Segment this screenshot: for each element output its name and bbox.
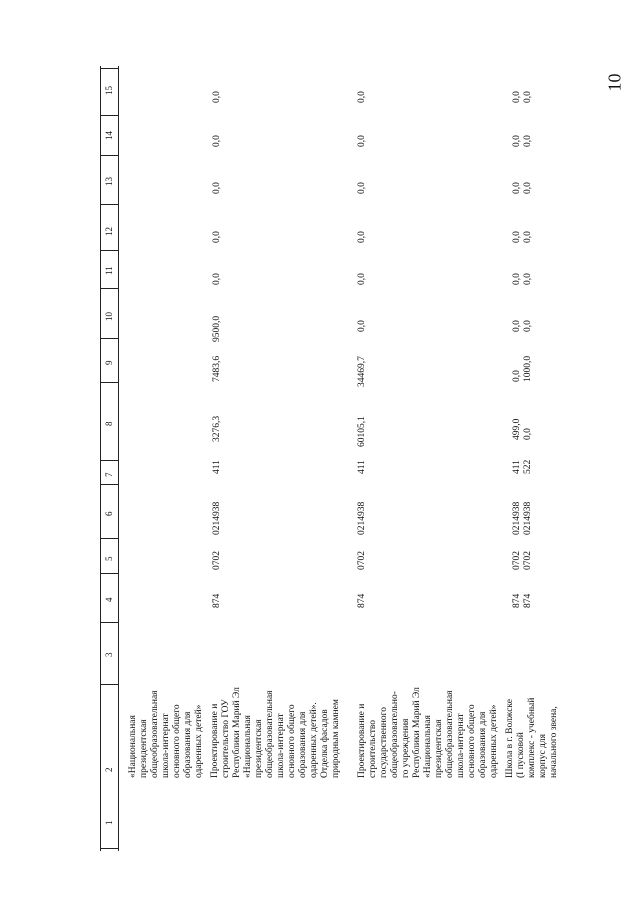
header-col-9: 9 xyxy=(104,360,114,365)
row2-c10: 0,0 xyxy=(357,320,367,332)
row1-name-line: школа-интернат xyxy=(276,713,286,778)
row3-c7-value: 522 xyxy=(523,459,533,474)
col-sep-10-11 xyxy=(100,288,118,289)
row2-c8: 60105,1 xyxy=(357,416,367,447)
row2-c12: 0,0 xyxy=(357,231,367,243)
row1-name-line: Проектирование и xyxy=(210,703,220,778)
row2-name-line: одаренных детей» xyxy=(489,704,499,778)
row1-name-line: Республики Марий Эл xyxy=(232,687,242,778)
row3-name-line: Школа в г. Волжске xyxy=(505,698,515,778)
row1-c9: 7483,6 xyxy=(212,355,222,382)
row3-c6 xyxy=(512,502,534,535)
row3-c13 xyxy=(512,182,534,194)
row3-c13-value: 0,0 xyxy=(512,182,522,194)
row3-name-line: начального звена, xyxy=(549,706,559,778)
row1-name-line: строительство ГОУ xyxy=(221,699,231,778)
col-sep-2-3 xyxy=(100,684,118,685)
row2-name-line: Республики Марий Эл xyxy=(412,687,422,778)
row1-name-line: основного общего xyxy=(287,704,297,778)
header-col-13: 13 xyxy=(104,177,114,186)
row3-c15-value: 0,0 xyxy=(523,91,533,103)
row0-name xyxy=(128,648,205,778)
row2-c4: 874 xyxy=(357,593,367,608)
row2-name-line: строительство xyxy=(368,719,378,778)
row3-c12 xyxy=(512,231,534,243)
row2-name-line: общеобразовательная xyxy=(445,690,455,778)
row3-c11 xyxy=(512,273,534,285)
row3-name-line: (I пусковой xyxy=(516,732,526,778)
table-header-right-rule xyxy=(118,66,119,851)
row3-name-line: корпус для xyxy=(538,733,548,778)
row0-name-line: основного общего xyxy=(172,704,182,778)
row3-c12-value: 0,0 xyxy=(523,231,533,243)
row2-c11: 0,0 xyxy=(357,273,367,285)
row3-c5-value: 0702 xyxy=(512,551,522,570)
col-sep-13-14 xyxy=(100,155,118,156)
row1-name xyxy=(210,648,342,778)
col-sep-5-6 xyxy=(100,538,118,539)
col-sep-9-10 xyxy=(100,338,118,339)
header-col-5: 5 xyxy=(104,556,114,561)
header-col-4: 4 xyxy=(104,597,114,602)
col-sep-7-8 xyxy=(100,460,118,461)
row3-name-line: комплекс - учебный xyxy=(527,697,537,778)
row2-name xyxy=(357,648,500,778)
row3-c4-value: 874 xyxy=(512,593,522,608)
header-col-2: 2 xyxy=(104,767,114,772)
row2-c5: 0702 xyxy=(357,551,367,570)
row2-name-line: общеобразовательно- xyxy=(390,691,400,778)
row3-c14 xyxy=(512,135,534,147)
row3-c9-value: 1000,0 xyxy=(523,355,533,382)
row1-c7: 411 xyxy=(212,460,222,474)
row2-c6: 0214938 xyxy=(357,501,367,535)
row3-c14-value: 0,0 xyxy=(523,135,533,147)
row1-name-line: «Национальная xyxy=(243,715,253,778)
page-number: 10 xyxy=(604,73,625,92)
row1-c13: 0,0 xyxy=(212,182,222,194)
row2-name-line: государственного xyxy=(379,706,389,778)
col-sep-1-2 xyxy=(100,848,118,849)
row3-c6-value: 0214938 xyxy=(512,501,522,535)
row3-c8-value: 0,0 xyxy=(523,428,533,440)
row3-c11-value: 0,0 xyxy=(523,273,533,285)
row0-name-line: «Национальная xyxy=(128,715,138,778)
header-col-12: 12 xyxy=(104,227,114,236)
header-col-15: 15 xyxy=(104,86,114,95)
header-col-8: 8 xyxy=(104,421,114,426)
row1-name-line: одаренных детей». xyxy=(309,702,319,778)
row3-c12-value: 0,0 xyxy=(512,231,522,243)
row0-name-line: школа-интернат xyxy=(161,713,171,778)
row2-c13: 0,0 xyxy=(357,182,367,194)
row1-c8: 3276,3 xyxy=(212,415,222,442)
row3-c8-value: 499,0 xyxy=(512,418,522,440)
row3-c4-value: 874 xyxy=(523,593,533,608)
row1-c5: 0702 xyxy=(212,551,222,570)
header-col-10: 10 xyxy=(104,312,114,321)
row2-name-line: «Национальная xyxy=(423,715,433,778)
row3-c9-value: 0,0 xyxy=(512,370,522,382)
row2-name-line: го учреждения xyxy=(401,718,411,778)
row1-c12: 0,0 xyxy=(212,231,222,243)
row1-name-line: образования для xyxy=(298,711,308,778)
row2-c7: 411 xyxy=(357,460,367,474)
row3-c6-value: 0214938 xyxy=(523,501,533,535)
header-col-1: 1 xyxy=(104,820,114,825)
row3-c13-value: 0,0 xyxy=(523,182,533,194)
row3-c4 xyxy=(512,594,534,608)
col-sep-11-12 xyxy=(100,250,118,251)
col-sep-8-9 xyxy=(100,382,118,383)
row0-name-line: президентская xyxy=(139,719,149,778)
row3-c5 xyxy=(512,551,534,570)
header-col-3: 3 xyxy=(104,652,114,657)
row0-name-line: образования для xyxy=(183,711,193,778)
col-sep-end xyxy=(100,68,118,69)
row2-name-line: Проектирование и xyxy=(357,703,367,778)
row1-name-line: общеобразовательная xyxy=(265,690,275,778)
header-col-11: 11 xyxy=(104,266,114,275)
row3-c9 xyxy=(512,356,534,382)
row3-c5-value: 0702 xyxy=(523,551,533,570)
row3-c15 xyxy=(512,91,534,103)
table-header-left-rule xyxy=(100,66,101,851)
row3-c10-value: 0,0 xyxy=(523,320,533,332)
row3-c8 xyxy=(512,419,534,440)
row1-name-line: природным камнем xyxy=(331,699,341,778)
row2-name-line: образования для xyxy=(478,711,488,778)
header-col-14: 14 xyxy=(104,131,114,140)
row2-name-line: школа-интернат xyxy=(456,713,466,778)
col-sep-6-7 xyxy=(100,484,118,485)
row1-c10: 9500,0 xyxy=(212,315,222,342)
col-sep-14-15 xyxy=(100,115,118,116)
row2-name-line: основного общего xyxy=(467,704,477,778)
row2-name-line: президентская xyxy=(434,719,444,778)
row3-c10 xyxy=(512,320,534,332)
header-col-7: 7 xyxy=(104,472,114,477)
row1-c15: 0,0 xyxy=(212,91,222,103)
row1-c6: 0214938 xyxy=(212,501,222,535)
row1-c14: 0,0 xyxy=(212,135,222,147)
row1-name-line: Отделка фасадов xyxy=(320,709,330,778)
col-sep-3-4 xyxy=(100,622,118,623)
row3-c11-value: 0,0 xyxy=(512,273,522,285)
row3-c10-value: 0,0 xyxy=(512,320,522,332)
row1-c11: 0,0 xyxy=(212,273,222,285)
row3-c14-value: 0,0 xyxy=(512,135,522,147)
row3-c15-value: 0,0 xyxy=(512,91,522,103)
header-col-6: 6 xyxy=(104,511,114,516)
row1-name-line: президентская xyxy=(254,719,264,778)
row2-c15: 0,0 xyxy=(357,91,367,103)
row0-name-line: одаренных детей» xyxy=(194,704,204,778)
row3-c7 xyxy=(512,460,534,474)
row2-c9: 34469,7 xyxy=(357,356,367,387)
col-sep-4-5 xyxy=(100,573,118,574)
row1-c4: 874 xyxy=(212,593,222,608)
row3-c7-value: 411 xyxy=(512,460,522,474)
row3-name xyxy=(505,648,560,778)
row0-name-line: общеобразовательная xyxy=(150,690,160,778)
col-sep-12-13 xyxy=(100,204,118,205)
row2-c14: 0,0 xyxy=(357,135,367,147)
